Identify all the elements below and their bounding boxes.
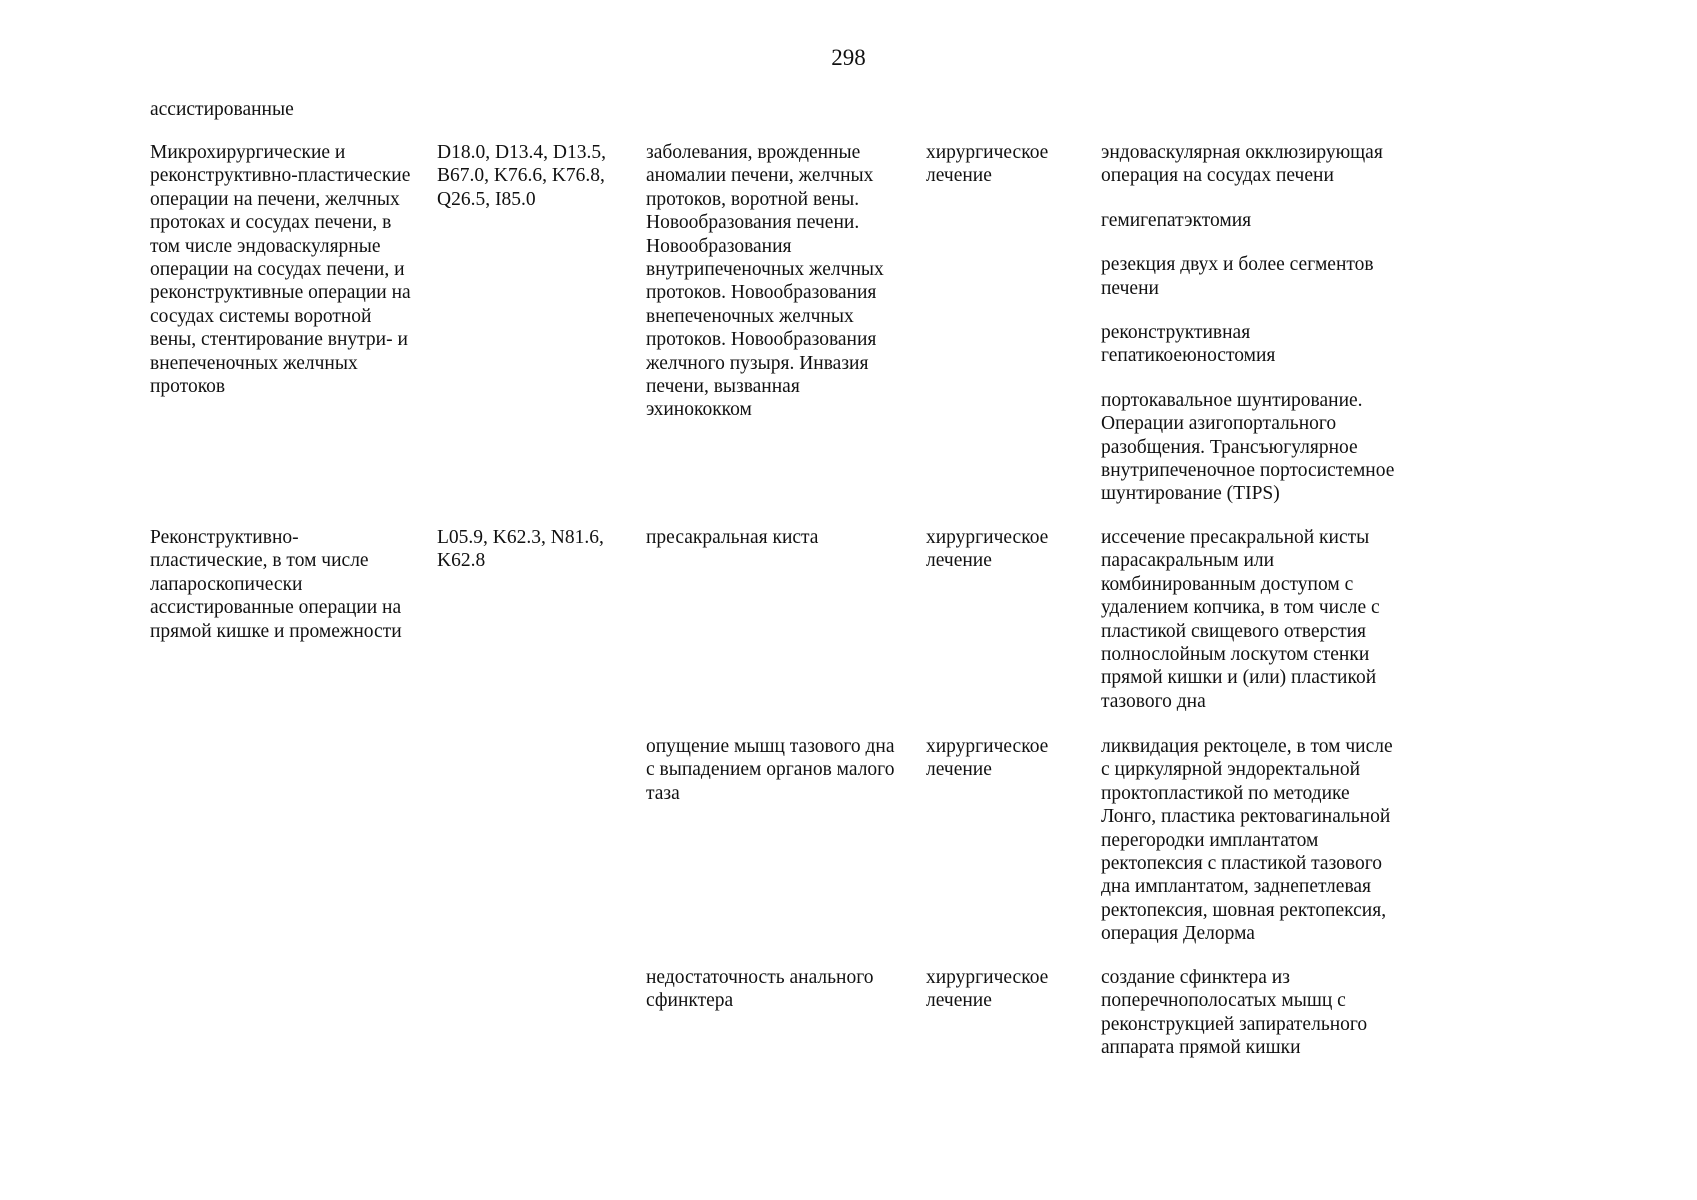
text-line: недостаточность анального bbox=[646, 967, 874, 988]
profile-cell bbox=[150, 141, 435, 398]
text-line: операция Делорма bbox=[1101, 923, 1255, 945]
procedures-cell bbox=[1101, 966, 1421, 1060]
text-line: ректопексия с пластикой тазового bbox=[1101, 853, 1382, 875]
condition-cell bbox=[646, 526, 921, 549]
procedure-item bbox=[1101, 141, 1421, 188]
text-line: операция на сосудах печени bbox=[1101, 165, 1334, 187]
text-line: Микрохирургические и bbox=[150, 142, 346, 163]
text-line: реконструктивно-пластические bbox=[150, 165, 411, 187]
condition-cell bbox=[646, 966, 921, 1013]
text-line: перегородки имплантатом bbox=[1101, 829, 1319, 851]
text-line: прямой кишки и (или) пластикой bbox=[1101, 667, 1377, 689]
text-line: реконструкцией запирательного bbox=[1101, 1013, 1368, 1035]
text-line: протоков. Новообразования bbox=[646, 329, 877, 351]
treatment-type-cell bbox=[926, 526, 1101, 573]
text-line: создание сфинктера из bbox=[1101, 967, 1290, 988]
text-line: лечение bbox=[926, 759, 992, 781]
text-line: протоках и сосудах печени, в bbox=[150, 212, 392, 234]
procedure-item bbox=[1101, 321, 1421, 368]
text-line: иссечение пресакральной кисты bbox=[1101, 527, 1370, 548]
text-line: комбинированным доступом с bbox=[1101, 573, 1354, 595]
procedures-cell bbox=[1101, 141, 1421, 506]
text-line: внепеченочных желчных bbox=[150, 352, 358, 374]
text-line: вены, стентирование внутри- и bbox=[150, 329, 408, 351]
text-line: Q26.5, I85.0 bbox=[437, 188, 536, 210]
text-line: гепатикоеюностомия bbox=[1101, 345, 1276, 367]
text-line: печени bbox=[1101, 277, 1159, 299]
text-line: Операции азигопортального bbox=[1101, 413, 1337, 435]
procedure-item bbox=[1101, 966, 1421, 1060]
text-line: шунтирование (TIPS) bbox=[1101, 483, 1280, 505]
procedure-item bbox=[1101, 253, 1421, 300]
carry-over-text: ассистированные bbox=[150, 99, 294, 120]
text-line: тазового дна bbox=[1101, 690, 1206, 712]
text-line: пластикой свищевого отверстия bbox=[1101, 620, 1367, 642]
text-line: лечение bbox=[926, 165, 992, 187]
text-line: D18.0, D13.4, D13.5, bbox=[437, 142, 606, 163]
procedure-item bbox=[1101, 389, 1421, 506]
text-line: ректопексия, шовная ректопексия, bbox=[1101, 899, 1387, 921]
text-line: внутрипеченочных желчных bbox=[646, 259, 884, 281]
text-line: операции на печени, желчных bbox=[150, 188, 400, 210]
text-line: Новообразования bbox=[646, 235, 792, 257]
text-line: протоков bbox=[150, 376, 226, 398]
text-line: заболевания, врожденные bbox=[646, 142, 861, 163]
text-line: L05.9, K62.3, N81.6, bbox=[437, 527, 604, 548]
text-line: реконструктивная bbox=[1101, 322, 1251, 344]
text-line: сосудах системы воротной bbox=[150, 305, 372, 327]
text-line: печени, вызванная bbox=[646, 376, 800, 398]
text-line: аппарата прямой кишки bbox=[1101, 1037, 1301, 1059]
text-line: Лонго, пластика ректовагинальной bbox=[1101, 806, 1391, 828]
procedure-item bbox=[1101, 526, 1421, 713]
condition-cell bbox=[646, 735, 921, 805]
text-line: дна имплантатом, заднепетлевая bbox=[1101, 876, 1372, 898]
text-line: аномалии печени, желчных bbox=[646, 165, 874, 187]
text-line: том числе эндоваскулярные bbox=[150, 235, 381, 257]
text-line: эхинококком bbox=[646, 399, 752, 421]
text-line: разобщения. Трансъюгулярное bbox=[1101, 436, 1358, 458]
text-line: протоков, воротной вены. bbox=[646, 188, 860, 210]
text-line: лапароскопически bbox=[150, 573, 303, 595]
text-line: ассистированные операции на bbox=[150, 597, 402, 619]
text-line: гемигепатэктомия bbox=[1101, 209, 1252, 231]
text-line: сфинктера bbox=[646, 990, 734, 1012]
text-line: портокавальное шунтирование. bbox=[1101, 389, 1363, 411]
text-line: пресакральная киста bbox=[646, 527, 819, 548]
text-line: опущение мышц тазового дна bbox=[646, 736, 895, 757]
treatment-type-cell bbox=[926, 141, 1101, 188]
treatment-type-cell bbox=[926, 735, 1101, 782]
procedure-item bbox=[1101, 735, 1421, 946]
treatment-type-cell bbox=[926, 966, 1101, 1013]
diagnosis-codes-cell bbox=[437, 526, 637, 573]
condition-cell bbox=[646, 141, 921, 422]
procedure-item bbox=[1101, 209, 1421, 232]
text-line: с выпадением органов малого bbox=[646, 759, 895, 781]
procedures-cell bbox=[1101, 526, 1421, 713]
text-line: внепеченочных желчных bbox=[646, 305, 854, 327]
text-line: K62.8 bbox=[437, 550, 486, 572]
profile-cell bbox=[150, 526, 435, 643]
text-line: проктопластикой по методике bbox=[1101, 782, 1350, 804]
text-line: полнослойным лоскутом стенки bbox=[1101, 644, 1370, 666]
text-line: прямой кишке и промежности bbox=[150, 620, 402, 642]
text-line: с циркулярной эндоректальной bbox=[1101, 759, 1361, 781]
text-line: Новообразования печени. bbox=[646, 212, 860, 234]
text-line: ликвидация ректоцеле, в том числе bbox=[1101, 736, 1393, 757]
text-line: хирургическое bbox=[926, 736, 1049, 757]
page-number: 298 bbox=[831, 45, 866, 70]
text-line: пластические, в том числе bbox=[150, 550, 369, 572]
diagnosis-codes-cell bbox=[437, 141, 637, 211]
text-line: резекция двух и более сегментов bbox=[1101, 254, 1374, 276]
text-line: протоков. Новообразования bbox=[646, 282, 877, 304]
text-line: хирургическое bbox=[926, 142, 1049, 163]
text-line: таза bbox=[646, 782, 680, 804]
text-line: эндоваскулярная окклюзирующая bbox=[1101, 142, 1383, 163]
text-line: операции на сосудах печени, и bbox=[150, 259, 405, 281]
text-line: хирургическое bbox=[926, 967, 1049, 988]
text-line: парасакральным или bbox=[1101, 550, 1275, 572]
text-line: Реконструктивно- bbox=[150, 527, 299, 548]
text-line: хирургическое bbox=[926, 527, 1049, 548]
text-line: внутрипеченочное портосистемное bbox=[1101, 460, 1395, 482]
text-line: B67.0, K76.6, K76.8, bbox=[437, 165, 605, 187]
text-line: желчного пузыря. Инвазия bbox=[646, 352, 869, 374]
text-line: лечение bbox=[926, 550, 992, 572]
text-line: поперечнополосатых мышц с bbox=[1101, 990, 1346, 1012]
text-line: удалением копчика, в том числе с bbox=[1101, 597, 1380, 619]
text-line: лечение bbox=[926, 990, 992, 1012]
text-line: реконструктивные операции на bbox=[150, 282, 411, 304]
procedures-cell bbox=[1101, 735, 1421, 946]
